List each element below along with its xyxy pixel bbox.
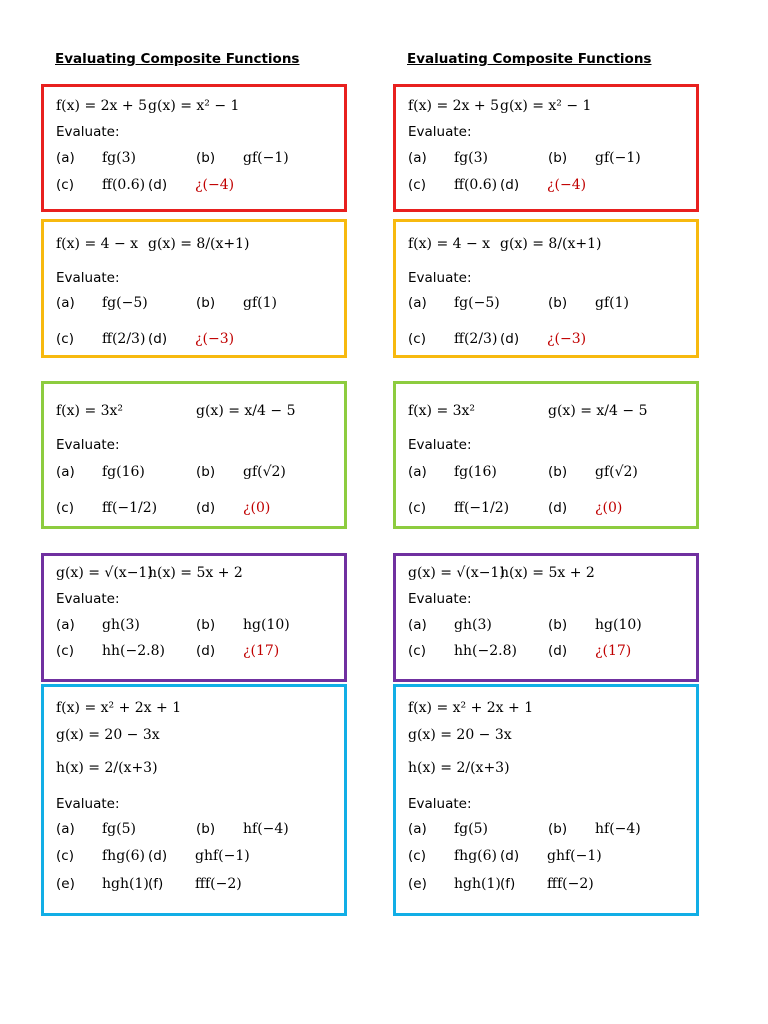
box-line <box>408 589 690 609</box>
question-expression: hgh(1) <box>454 876 501 892</box>
evaluate-label: Evaluate: <box>56 796 120 812</box>
question-expression: fg(−5) <box>454 295 500 311</box>
question-expression: fff(−2) <box>195 876 242 892</box>
question-label: (f) <box>148 876 164 892</box>
function-definition: g(x) = x/4 − 5 <box>196 403 296 419</box>
function-definition: g(x) = x/4 − 5 <box>548 403 648 419</box>
evaluate-label: Evaluate: <box>408 124 472 140</box>
question-label: (a) <box>408 617 427 633</box>
question-label: (d) <box>500 848 520 864</box>
box-line <box>408 615 690 635</box>
question-expression: ¿(0) <box>243 500 271 516</box>
function-definition: h(x) = 2/(x+3) <box>56 760 158 776</box>
box-line <box>408 293 690 313</box>
function-definition: g(x) = 20 − 3x <box>408 727 512 743</box>
question-expression: ff(2/3) <box>102 331 146 347</box>
box-line <box>408 794 690 814</box>
function-definition: g(x) = √(x−1) <box>56 565 153 581</box>
question-label: (e) <box>56 876 75 892</box>
box-line <box>56 725 338 745</box>
question-label: (d) <box>548 500 568 516</box>
question-label: (b) <box>548 150 568 166</box>
function-definition: g(x) = 8/(x+1) <box>500 236 602 252</box>
question-label: (a) <box>408 821 427 837</box>
question-expression: gf(√2) <box>595 464 638 480</box>
box-line <box>56 175 338 195</box>
question-label: (b) <box>196 295 216 311</box>
evaluate-label: Evaluate: <box>408 591 472 607</box>
function-definition: g(x) = x² − 1 <box>500 98 592 114</box>
box-line <box>56 846 338 866</box>
question-expression: ff(−1/2) <box>102 500 158 516</box>
question-expression: hh(−2.8) <box>454 643 517 659</box>
question-expression: fg(16) <box>102 464 145 480</box>
function-definition: f(x) = x² + 2x + 1 <box>56 700 182 716</box>
question-label: (a) <box>56 821 75 837</box>
box-line <box>408 234 690 254</box>
question-label: (b) <box>548 295 568 311</box>
question-expression: ¿(−3) <box>547 331 587 347</box>
function-box <box>393 684 699 916</box>
function-definition: g(x) = x² − 1 <box>148 98 240 114</box>
box-line <box>56 794 338 814</box>
box-line <box>56 435 338 455</box>
question-expression: ff(−1/2) <box>454 500 510 516</box>
question-expression: fhg(6) <box>454 848 497 864</box>
question-expression: ff(0.6) <box>454 177 498 193</box>
box-line <box>56 563 338 583</box>
question-label: (f) <box>500 876 516 892</box>
evaluate-label: Evaluate: <box>408 270 472 286</box>
box-line <box>408 96 690 116</box>
question-expression: gf(1) <box>243 295 277 311</box>
box-line <box>408 874 690 894</box>
function-definition: g(x) = 20 − 3x <box>56 727 160 743</box>
box-line <box>408 846 690 866</box>
evaluate-label: Evaluate: <box>56 591 120 607</box>
function-definition: f(x) = 4 − x <box>56 236 139 252</box>
question-expression: ghf(−1) <box>547 848 602 864</box>
question-expression: hf(−4) <box>595 821 641 837</box>
function-definition: f(x) = x² + 2x + 1 <box>408 700 534 716</box>
question-label: (d) <box>196 643 216 659</box>
function-definition: g(x) = 8/(x+1) <box>148 236 250 252</box>
function-box <box>41 219 347 358</box>
box-line <box>408 758 690 778</box>
function-definition: f(x) = 2x + 5 <box>408 98 499 114</box>
question-label: (a) <box>408 295 427 311</box>
question-expression: fg(16) <box>454 464 497 480</box>
box-line <box>408 401 690 421</box>
question-label: (a) <box>408 464 427 480</box>
box-line <box>408 563 690 583</box>
column-title: Evaluating Composite Functions <box>55 51 300 67</box>
question-expression: gf(√2) <box>243 464 286 480</box>
function-box <box>393 84 699 212</box>
question-label: (a) <box>56 150 75 166</box>
question-label: (c) <box>408 331 426 347</box>
box-line <box>408 268 690 288</box>
question-expression: ff(2/3) <box>454 331 498 347</box>
box-line <box>408 725 690 745</box>
box-line <box>56 819 338 839</box>
box-line <box>56 498 338 518</box>
question-label: (b) <box>196 464 216 480</box>
box-line <box>56 293 338 313</box>
question-label: (c) <box>56 177 74 193</box>
box-line <box>56 401 338 421</box>
question-label: (a) <box>408 150 427 166</box>
question-expression: fhg(6) <box>102 848 145 864</box>
question-expression: gf(−1) <box>243 150 289 166</box>
question-label: (a) <box>56 617 75 633</box>
question-expression: ¿(17) <box>243 643 280 659</box>
question-label: (d) <box>148 177 168 193</box>
question-label: (c) <box>408 848 426 864</box>
question-expression: hg(10) <box>595 617 642 633</box>
box-line <box>408 498 690 518</box>
box-line <box>408 641 690 661</box>
box-line <box>56 462 338 482</box>
column-title: Evaluating Composite Functions <box>407 51 652 67</box>
function-definition: f(x) = 3x² <box>56 403 124 419</box>
function-definition: f(x) = 4 − x <box>408 236 491 252</box>
box-line <box>408 819 690 839</box>
question-label: (b) <box>548 464 568 480</box>
question-expression: gh(3) <box>454 617 492 633</box>
function-definition: f(x) = 3x² <box>408 403 476 419</box>
box-line <box>56 148 338 168</box>
evaluate-label: Evaluate: <box>408 796 472 812</box>
question-expression: fg(5) <box>454 821 488 837</box>
function-box <box>41 381 347 529</box>
box-line <box>408 435 690 455</box>
question-expression: hh(−2.8) <box>102 643 165 659</box>
question-label: (c) <box>408 643 426 659</box>
function-box <box>393 553 699 682</box>
question-label: (c) <box>56 331 74 347</box>
question-expression: fff(−2) <box>547 876 594 892</box>
box-line <box>408 329 690 349</box>
question-expression: fg(−5) <box>102 295 148 311</box>
evaluate-label: Evaluate: <box>408 437 472 453</box>
box-line <box>408 122 690 142</box>
question-label: (b) <box>548 821 568 837</box>
function-box <box>41 84 347 212</box>
function-box <box>41 553 347 682</box>
box-line <box>408 698 690 718</box>
box-line <box>56 874 338 894</box>
function-box <box>393 381 699 529</box>
evaluate-label: Evaluate: <box>56 270 120 286</box>
box-line <box>56 758 338 778</box>
question-expression: ¿(0) <box>595 500 623 516</box>
question-label: (b) <box>196 617 216 633</box>
function-box <box>393 219 699 358</box>
box-line <box>56 641 338 661</box>
box-line <box>56 329 338 349</box>
question-label: (d) <box>148 331 168 347</box>
question-expression: ¿(17) <box>595 643 632 659</box>
question-label: (d) <box>148 848 168 864</box>
question-label: (c) <box>56 643 74 659</box>
question-expression: ¿(−4) <box>547 177 587 193</box>
box-line <box>408 175 690 195</box>
question-label: (c) <box>408 177 426 193</box>
function-definition: f(x) = 2x + 5 <box>56 98 147 114</box>
box-line <box>56 234 338 254</box>
question-expression: hf(−4) <box>243 821 289 837</box>
evaluate-label: Evaluate: <box>56 124 120 140</box>
box-line <box>56 589 338 609</box>
question-label: (c) <box>56 500 74 516</box>
box-line <box>408 148 690 168</box>
question-expression: fg(3) <box>102 150 136 166</box>
question-expression: ff(0.6) <box>102 177 146 193</box>
box-line <box>56 615 338 635</box>
question-label: (b) <box>196 150 216 166</box>
function-box <box>41 684 347 916</box>
function-definition: g(x) = √(x−1) <box>408 565 505 581</box>
box-line <box>56 122 338 142</box>
question-expression: fg(5) <box>102 821 136 837</box>
question-expression: gh(3) <box>102 617 140 633</box>
question-expression: gf(1) <box>595 295 629 311</box>
box-line <box>408 462 690 482</box>
question-label: (b) <box>548 617 568 633</box>
question-label: (c) <box>408 500 426 516</box>
box-line <box>56 268 338 288</box>
function-definition: h(x) = 5x + 2 <box>500 565 595 581</box>
evaluate-label: Evaluate: <box>56 437 120 453</box>
question-label: (c) <box>56 848 74 864</box>
question-label: (d) <box>196 500 216 516</box>
question-label: (b) <box>196 821 216 837</box>
question-expression: ¿(−4) <box>195 177 235 193</box>
question-expression: fg(3) <box>454 150 488 166</box>
question-expression: gf(−1) <box>595 150 641 166</box>
question-label: (d) <box>500 177 520 193</box>
question-label: (d) <box>548 643 568 659</box>
question-expression: hg(10) <box>243 617 290 633</box>
question-label: (d) <box>500 331 520 347</box>
question-expression: ¿(−3) <box>195 331 235 347</box>
question-label: (e) <box>408 876 427 892</box>
question-label: (a) <box>56 464 75 480</box>
function-definition: h(x) = 5x + 2 <box>148 565 243 581</box>
question-label: (a) <box>56 295 75 311</box>
box-line <box>56 96 338 116</box>
question-expression: ghf(−1) <box>195 848 250 864</box>
box-line <box>56 698 338 718</box>
function-definition: h(x) = 2/(x+3) <box>408 760 510 776</box>
question-expression: hgh(1) <box>102 876 149 892</box>
